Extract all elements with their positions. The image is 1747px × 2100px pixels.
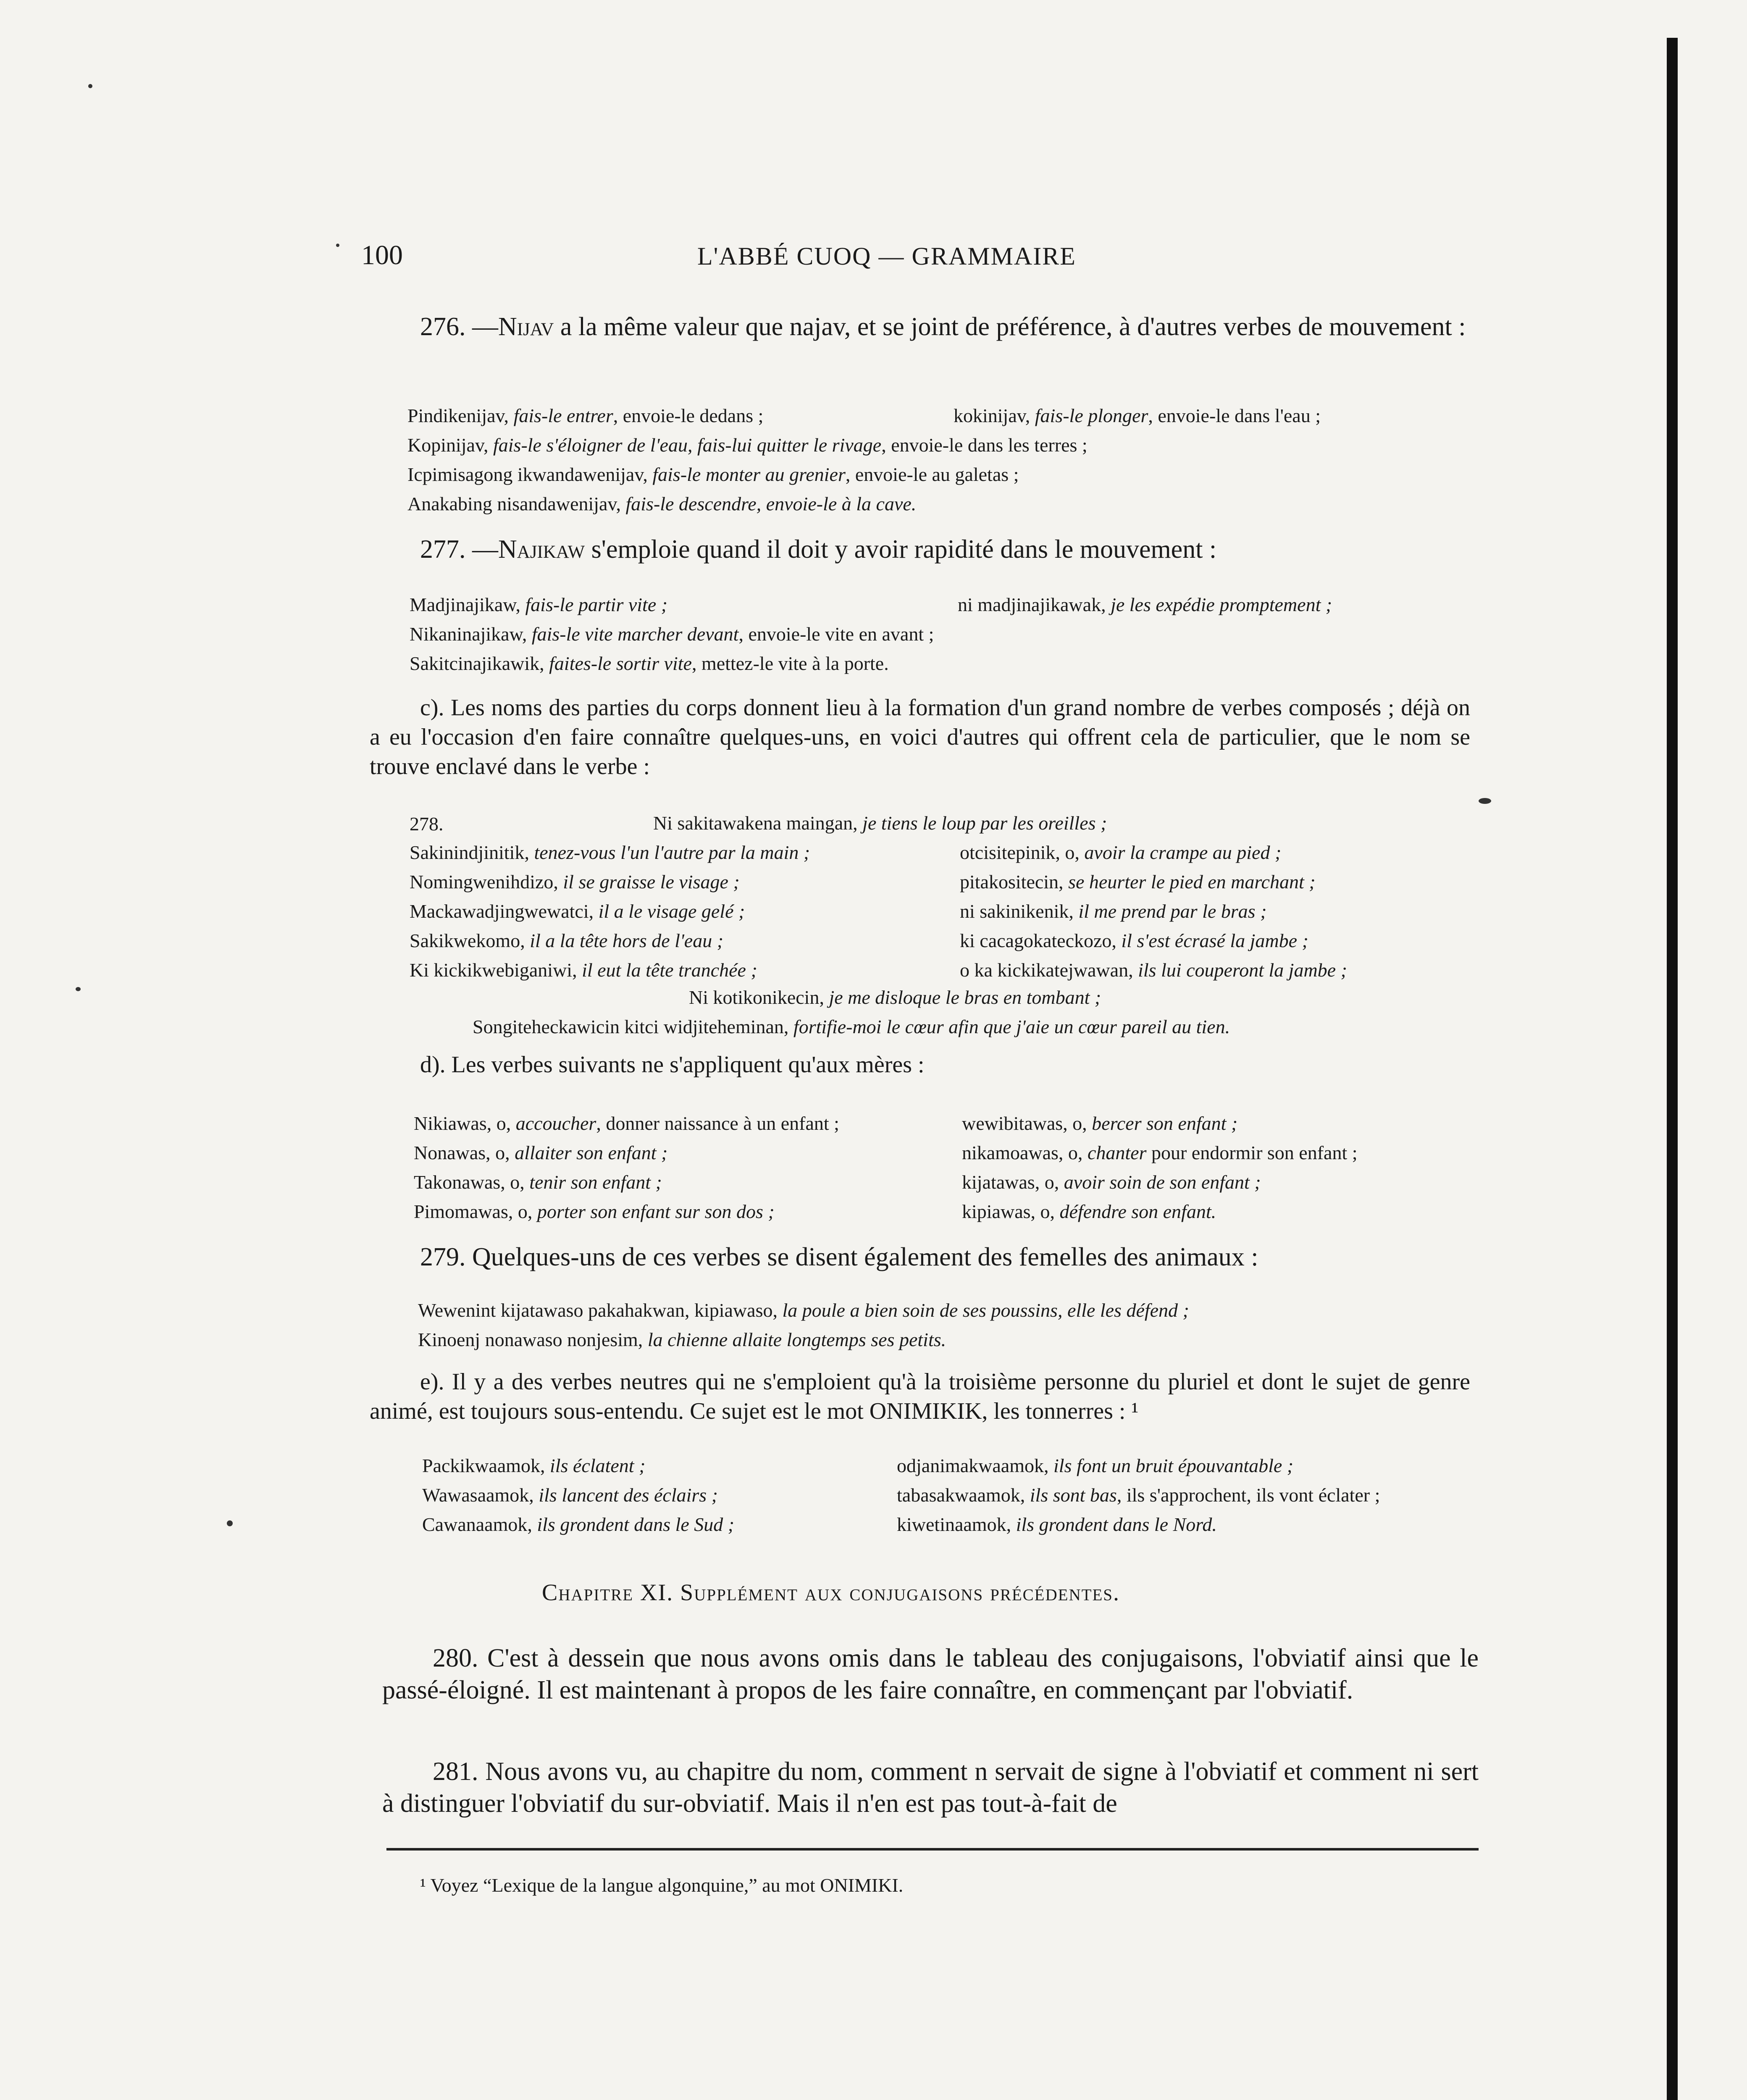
example-line: Nikiawas, o, accoucher, donner naissance à un enfant ; [414,1113,839,1134]
example-line: Wawasaamok, ils lancent des éclairs ; [422,1484,718,1506]
example-line: Ni kotikonikecin, je me disloque le bras en tombant ; [689,987,1101,1008]
example-line: Sakitcinajikawik, faites-le sortir vite, mettez-le vite à la porte. [410,653,889,674]
example-line: nikamoawas, o, chanter pour endormir son enfant ; [962,1142,1358,1163]
example-line: wewibitawas, o, bercer son enfant ; [962,1113,1238,1134]
example-line: ki cacagokateckozo, il s'est écrasé la jambe ; [960,930,1308,951]
scan-speck [227,1520,233,1526]
example-line: kijatawas, o, avoir soin de son enfant ; [962,1171,1261,1193]
paragraph-number: 277. [420,535,466,564]
example-line: Wewenint kijatawaso pakahakwan, kipiawaso, la poule a bien soin de ses poussins, elle les défend ; [418,1299,1189,1321]
footnote-rule [386,1848,1479,1851]
example-line: Icpimisagong ikwandawenijav, fais-le monter au grenier, envoie-le au galetas ; [407,464,1019,485]
paragraph-280 [382,1642,1479,1706]
example-line: tabasakwaamok, ils sont bas, ils s'approchent, ils vont éclater ; [897,1484,1380,1506]
example-line: Kinoenj nonawaso nonjesim, la chienne allaite longtemps ses petits. [418,1329,946,1350]
example-line: Takonawas, o, tenir son enfant ; [414,1171,662,1193]
example-line: Pimomawas, o, porter son enfant sur son dos ; [414,1201,775,1222]
paragraph-text: d). Les verbes suivants ne s'appliquent qu'aux mères : [420,1052,925,1078]
paragraph-text: 281. Nous avons vu, au chapitre du nom, comment n servait de signe à l'obviatif et comment ni sert à distinguer l'obviatif du sur-obviatif. Mais il n'en est pas tout-à-fait de [382,1757,1479,1818]
example-line: Madjinajikaw, fais-le partir vite ; [410,594,668,615]
example-line: Ki kickikwebiganiwi, il eut la tête tranchée ; [410,959,757,981]
example-line: ni madjinajikawak, je les expédie promptement ; [958,594,1332,615]
example-line: Ni sakitawakena maingan, je tiens le loup par les oreilles ; [653,812,1107,834]
example-line: Kopinijav, fais-le s'éloigner de l'eau, fais-lui quitter le rivage, envoie-le dans les terres ; [407,434,1088,456]
example-line: Nikaninajikaw, fais-le vite marcher devant, envoie-le vite en avant ; [410,623,934,645]
example-line: Mackawadjingwewatci, il a le visage gelé ; [410,900,745,922]
paragraph-277 [370,533,1470,565]
example-line: pitakositecin, se heurter le pied en marchant ; [960,871,1316,892]
example-line: kipiawas, o, défendre son enfant. [962,1201,1216,1222]
paragraph-text: c). Les noms des parties du corps donnent lieu à la formation d'un grand nombre de verbes composés ; déjà on a eu l'occasion d'en faire connaître quelques-uns, en voici d'autres qui offrent cela de particulier, que le nom se trouve enclavé dans le verbe : [370,695,1470,780]
paragraph-text: e). Il y a des verbes neutres qui ne s'emploient qu'à la troisième personne du pluriel et dont le sujet de genre animé, est toujours sous-entendu. Ce sujet est le mot ONIMIKIK, les tonnerres : ¹ [370,1369,1470,1424]
example-line: ni sakinikenik, il me prend par le bras ; [960,900,1267,922]
scan-speck [1479,798,1491,804]
paragraph-text: 280. C'est à dessein que nous avons omis dans le tableau des conjugaisons, l'obviatif ainsi que le passé-éloigné. Il est maintenant à propos de les faire connaître, en commençant par l'obviatif. [382,1644,1479,1704]
scan-speck [88,84,92,88]
example-line: Songiteheckawicin kitci widjiteheminan, fortifie-moi le cœur afin que j'aie un cœur pareil au tien. [473,1016,1230,1037]
scan-speck [336,244,339,247]
example-line: Nomingwenihdizo, il se graisse le visage ; [410,871,740,892]
page-edge-bar [1667,38,1678,2100]
paragraph-279 [370,1241,1470,1273]
term-nijav: —Nijav [472,312,554,341]
running-title: L'ABBÉ CUOQ — GRAMMAIRE [697,242,1076,270]
example-line: o ka kickikatejwawan, ils lui couperont la jambe ; [960,959,1347,981]
paragraph-276 [370,311,1470,343]
footnote: ¹ Voyez “Lexique de la langue algonquine,” au mot ONIMIKI. [420,1874,904,1896]
example-line: kokinijav, fais-le plonger, envoie-le dans l'eau ; [954,405,1321,426]
page-header [361,239,1117,290]
example-line: Nonawas, o, allaiter son enfant ; [414,1142,668,1163]
paragraph-e [370,1367,1470,1426]
paragraph-c [370,693,1470,781]
paragraph-number: 276. [420,312,466,341]
example-line: Sakikwekomo, il a la tête hors de l'eau ; [410,930,724,951]
example-line: odjanimakwaamok, ils font un bruit épouvantable ; [897,1455,1294,1476]
paragraph-281 [382,1756,1479,1819]
scan-speck [76,987,81,991]
chapter-heading: Chapitre XI. Supplément aux conjugaisons précédentes. [542,1580,1120,1606]
paragraph-text: a la même valeur que najav, et se joint de préférence, à d'autres verbes de mouvement : [554,312,1466,341]
example-line: kiwetinaamok, ils grondent dans le Nord. [897,1514,1217,1535]
paragraph-d [370,1050,1470,1079]
example-line: Pindikenijav, fais-le entrer, envoie-le dedans ; [407,405,764,426]
example-line: Anakabing nisandawenijav, fais-le descendre, envoie-le à la cave. [407,493,917,514]
page-number: 100 [361,240,403,270]
example-number-278: 278. [410,813,444,835]
term-najikaw: —Najikaw [472,535,585,564]
paragraph-text: s'emploie quand il doit y avoir rapidité dans le mouvement : [585,535,1217,564]
example-line: Packikwaamok, ils éclatent ; [422,1455,646,1476]
paragraph-text: 279. Quelques-uns de ces verbes se disent également des femelles des animaux : [420,1243,1258,1271]
example-line: Cawanaamok, ils grondent dans le Sud ; [422,1514,735,1535]
example-line: Sakinindjinitik, tenez-vous l'un l'autre par la main ; [410,842,810,863]
example-line: otcisitepinik, o, avoir la crampe au pied ; [960,842,1282,863]
